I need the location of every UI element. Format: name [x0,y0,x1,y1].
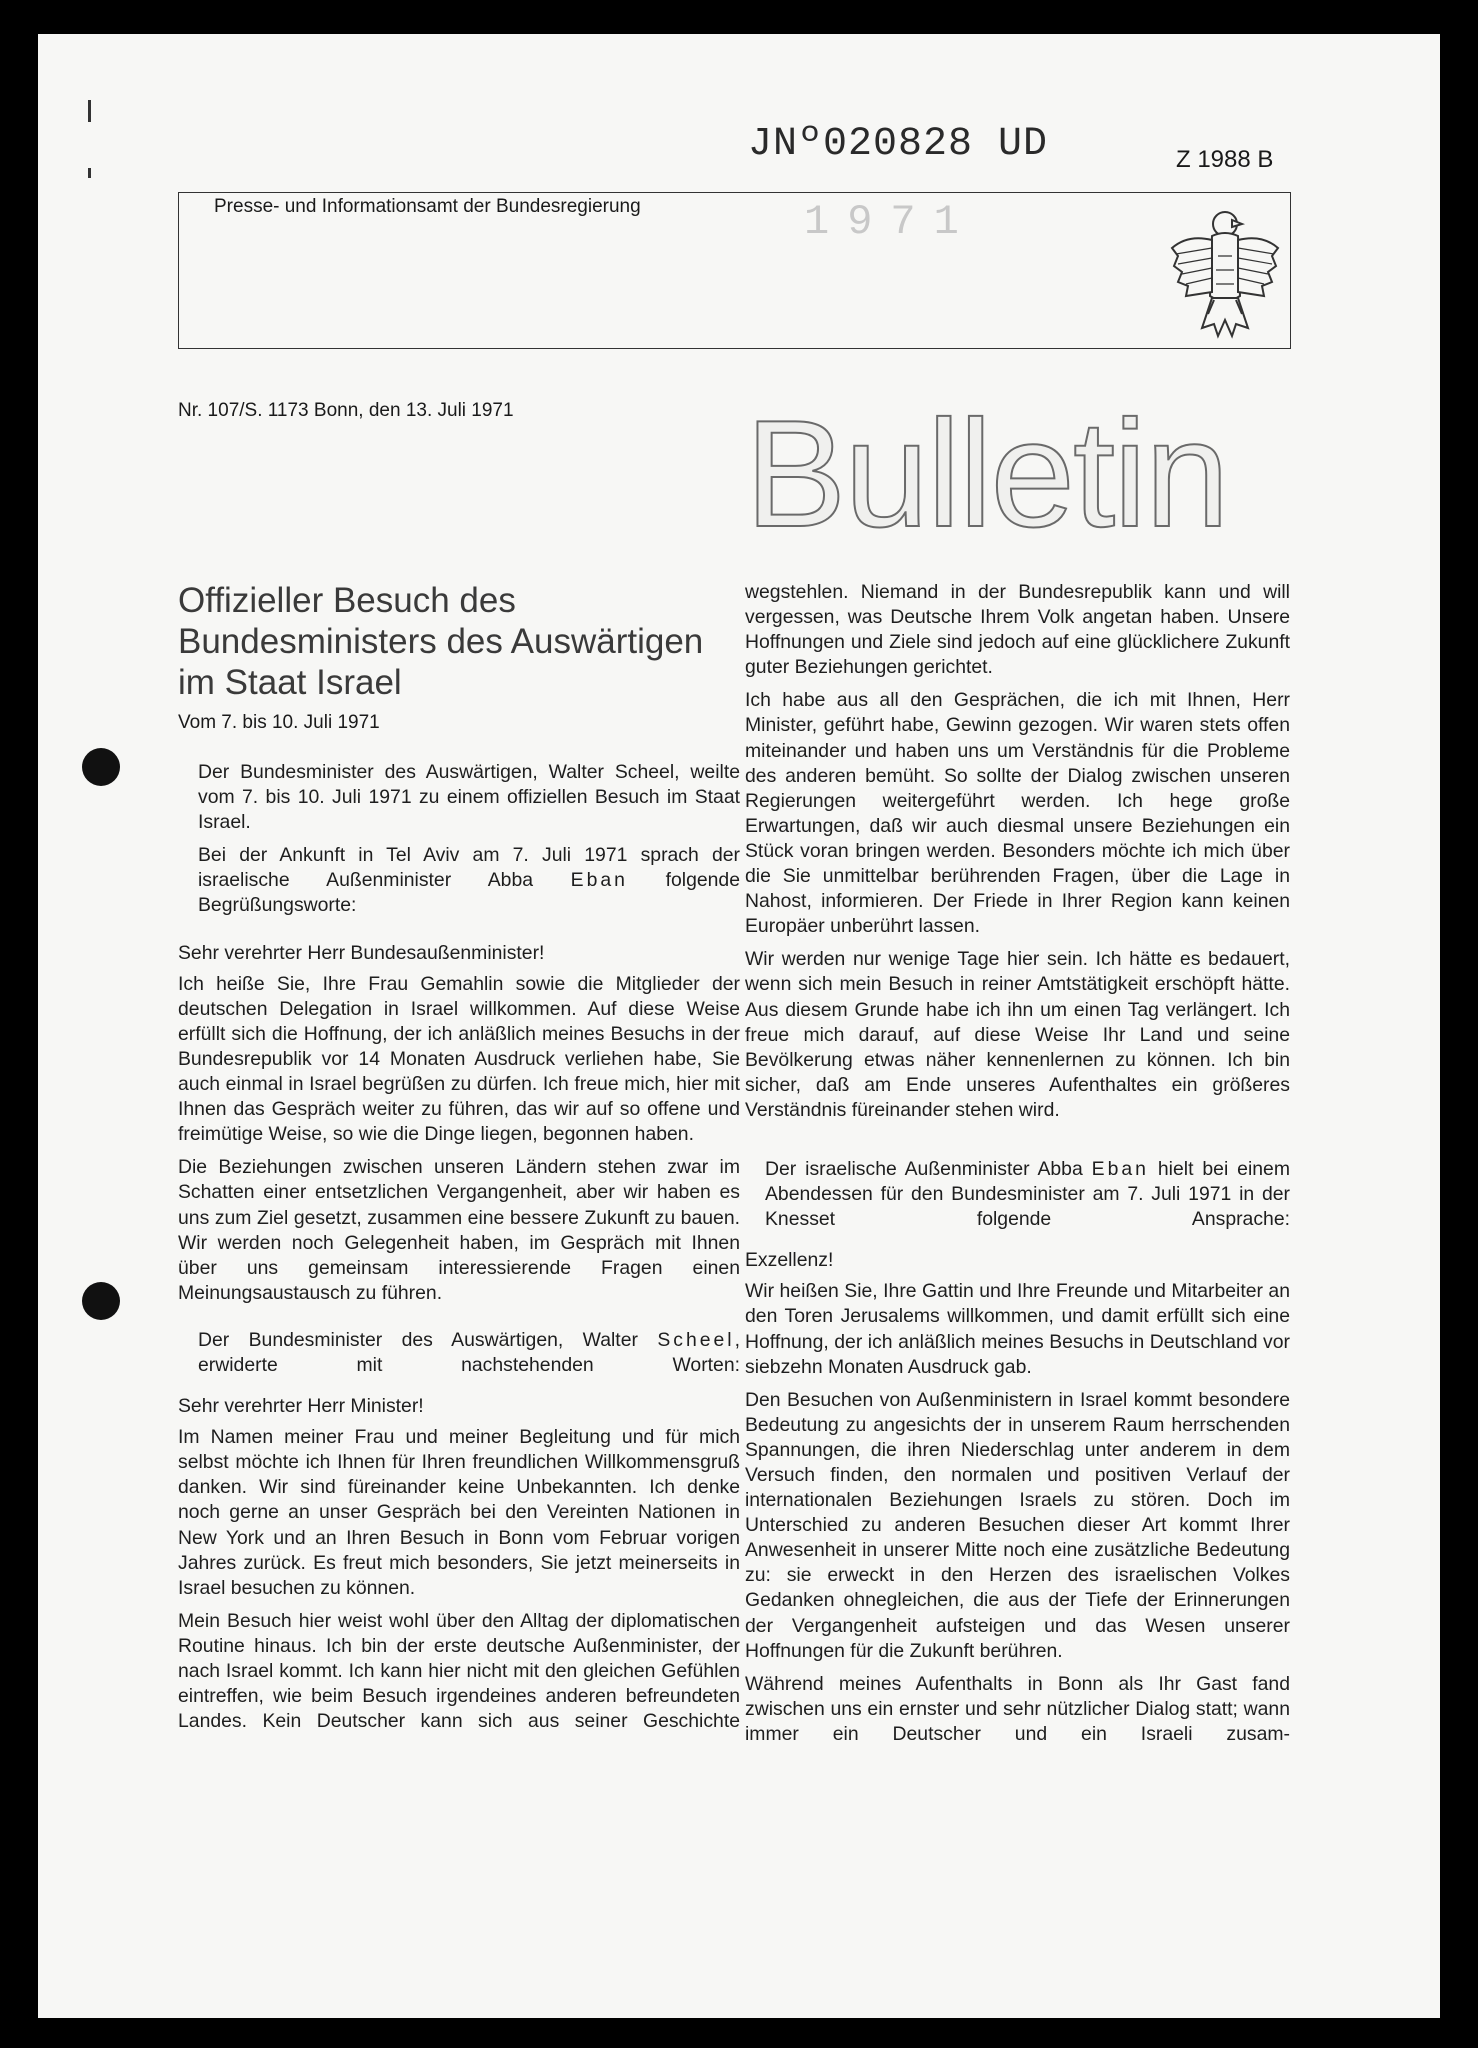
left-column [178,760,740,1742]
masthead-title: Bulletin [745,389,1228,559]
agency-name: Presse- und Informationsamt der Bundesregierung [214,196,641,217]
intro-paragraph: Bei der Ankunft in Tel Aviv am 7. Juli 1971 sprach der israelische Außenminister Abba Eban folgende Begrüßungsworte: [198,844,740,917]
speech-paragraph: Während meines Aufenthalts in Bonn als Ihr Gast fand zwischen uns ein ernster und sehr nützlicher Dialog statt; wann immer ein Deutscher und ein Israeli zusam- [745,1672,1290,1745]
speech-paragraph: Die Beziehungen zwischen unseren Ländern stehen zwar im Schatten einer entsetzlichen Vergangenheit, aber wir haben es uns zum Ziel gesetzt, zusammen eine bessere Zukunft zu bauen. Wir werden noch Gelegenheit haben, im Gespräch mit Ihnen über uns gemeinsam interessierende Fragen einen Meinungsaustausch zu führen. [178,1156,740,1304]
edge-mark [88,168,91,178]
speech-paragraph: Ich habe aus all den Gesprächen, die ich mit Ihnen, Herr Minister, geführt habe, Gewinn gezogen. Wir waren stets offen miteinander und haben uns um Verständnis für die Probleme des anderen bemüht. So sollte der Dialog zwischen unseren Regierungen weitergeführt werden. Ich hege große Erwartungen, daß wir auch diesmal unsere Beziehungen ein Stück voran bringen werden. Besonders möchte ich mich über die Sie unmittelbar berührenden Fragen, über die Lage in Nahost, informieren. Der Friede in Ihrer Region kann keinen Europäer unberührt lassen. [745,689,1290,938]
speech-paragraph: Wir werden nur wenige Tage hier sein. Ich hätte es bedauert, wenn sich mein Besuch in reiner Amtstätigkeit erschöpft hätte. Aus diesem Grunde habe ich ihn um einen Tag verlängert. Ich freue mich darauf, auf diese Weise Ihr Land und seine Bevölkerung etwas näher kennenlernen zu können. Ich bin sicher, daß am Ende unseres Aufenthaltes ein größeres Verständnis füreinander stehen wird. [745,948,1290,1121]
reference-number: Z 1988 B [1176,146,1274,173]
speech-paragraph: Mein Besuch hier weist wohl über den Alltag der diplomatischen Routine hinaus. Ich bin der erste deutsche Außenminister, der nach Israel kommt. Ich kann hier nicht mit den gleichen Gefühlen eintreffen, wie beim Besuch irgendeines anderen befreundeten Landes. Kein Deutscher kann sich aus seiner Geschichte [178,1609,740,1733]
issue-line: Nr. 107/S. 1173 Bonn, den 13. Juli 1971 [178,400,514,421]
punch-hole [82,748,120,786]
speech-paragraph: Wir heißen Sie, Ihre Gattin und Ihre Freunde und Mitarbeiter an den Toren Jerusalems willkommen, und damit erfüllt sich eine Hoffnung, der ich anläßlich meines Besuchs in Deutschland vor siebzehn Monaten Ausdruck gab. [745,1280,1290,1378]
punch-hole [82,1282,120,1320]
article-title: Offizieller Besuch des Bundesministers des Auswärtigen im Staat Israel [178,581,704,702]
intro-paragraph: Der Bundesminister des Auswärtigen, Walter Scheel, erwiderte mit nachstehenden Worten: [198,1328,740,1376]
registration-stamp: JNº020828 UD [748,122,1049,167]
speech-paragraph: Den Besuchen von Außenministern in Israel kommt besondere Bedeutung zu angesichts der in unserem Raum herrschenden Spannungen, die ihren Niederschlag unter anderem in dem Versuch finden, den normalen und positiven Verlauf der internationalen Beziehungen Israels zu stören. Doch im Unterschied zu anderen Besuchen dieser Art kommt Ihrer Anwesenheit in unserer Mitte noch eine zusätzliche Bedeutung zu: sie erweckt in den Herzen des israelischen Volkes Gedanken ohnegleichen, die aus der Tiefe der Erinnerungen der Vergangenheit aufsteigen und das Wesen unserer Hoffnungen für die Zukunft berühren. [745,1388,1290,1662]
intro-paragraph: Der Bundesminister des Auswärtigen, Walter Scheel, weilte vom 7. bis 10. Juli 1971 zu einem offiziellen Besuch im Staat Israel. [198,761,740,834]
salutation: Exzellenz! [745,1249,834,1272]
federal-eagle-icon [1168,196,1282,346]
intro-paragraph: Der israelische Außenminister Abba Eban hielt bei einem Abendessen für den Bundesminister am 7. Juli 1971 in der Knesset folgende Ansprache: [765,1157,1290,1231]
salutation: Sehr verehrter Herr Minister! [178,1395,424,1418]
article-date: Vom 7. bis 10. Juli 1971 [178,712,380,733]
speech-paragraph: wegstehlen. Niemand in der Bundesrepublik kann und will vergessen, was Deutsche Ihrem Volk angetan haben. Unsere Hoffnungen und Ziele sind jedoch auf eine glücklichere Zukunft guter Beziehungen gerichtet. [745,581,1290,679]
salutation: Sehr verehrter Herr Bundesaußenminister! [178,941,545,964]
edge-mark [88,100,91,122]
faded-year: 1971 [804,198,977,246]
speech-paragraph: Ich heiße Sie, Ihre Frau Gemahlin sowie die Mitglieder der deutschen Delegation in Israel willkommen. Auf diese Weise erfüllt sich die Hoffnung, der ich anläßlich meines Besuchs in der Bundesrepublik vor 14 Monaten Ausdruck verliehen habe, Sie auch einmal in Israel begrüßen zu dürfen. Ich freue mich, hier mit Ihnen das Gespräch weiter zu führen, das wir auf so offene und freimütige Weise, so wie die Dinge liegen, begonnen haben. [178,972,740,1146]
right-column [745,580,1290,1755]
speech-paragraph: Im Namen meiner Frau und meiner Begleitung und für mich selbst möchte ich Ihnen für Ihren freundlichen Willkommensgruß danken. Wir sind füreinander keine Unbekannten. Ich denke noch gerne an unser Gespräch bei den Vereinten Nationen in New York und an Ihren Besuch in Bonn vom Februar vorigen Jahres zurück. Es freut mich besonders, Sie jetzt meinerseits in Israel besuchen zu können. [178,1426,740,1599]
